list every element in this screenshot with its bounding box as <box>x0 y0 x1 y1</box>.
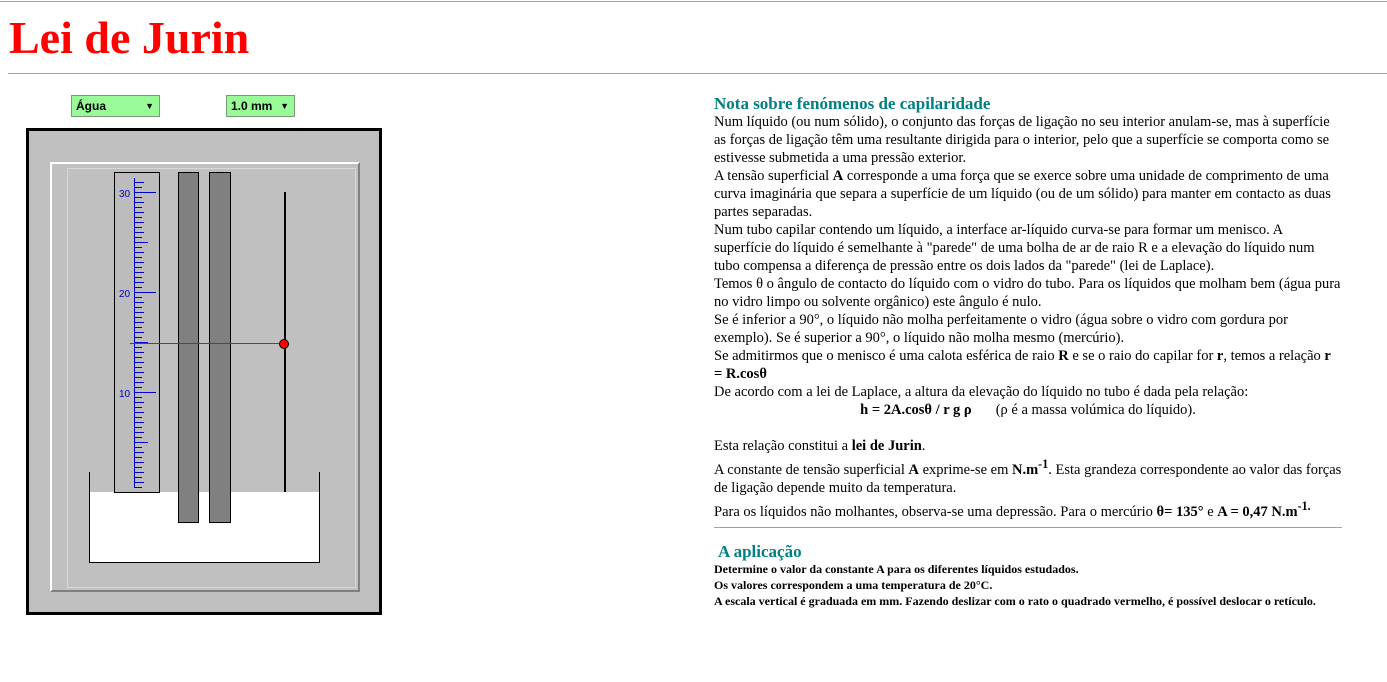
scale-label-30: 30 <box>119 189 131 200</box>
reticle-line <box>130 343 284 344</box>
notes-heading: Nota sobre fenómenos de capilaridade <box>714 94 991 113</box>
capillary-tube-wide <box>178 172 199 523</box>
top-rule <box>0 1 1387 2</box>
note-paragraph-1: Num líquido (ou num sólido), o conjunto das forças de ligação no seu interior anulam-se, mas à superfície as forças de ligação têm uma resultante dirigida para o interior, pelo que a superfície se comporta como se estivesse submetida a uma pressão exterior. <box>714 114 1330 166</box>
liquid-select-value: Água <box>76 99 106 113</box>
jurin-formula: h = 2A.cosθ / r g ρ (ρ é a massa volúmica do líquido). <box>860 402 1196 418</box>
application-heading: A aplicação <box>718 541 802 561</box>
application-line-2: Os valores correspondem a uma temperatura de 20°C. <box>714 577 993 592</box>
note-paragraph-4: Temos θ o ângulo de contacto do líquido com o vidro do tubo. Para os líquidos que molham bem (água pura no vidro limpo ou solvente orgânico) este ângulo é nulo. <box>714 276 1341 310</box>
application-section <box>714 543 1342 609</box>
notes-column <box>714 95 1342 609</box>
note-paragraph-6: Se admitirmos que o menisco é uma calota esférica de raio R e se o raio do capilar for r, temos a relação r = R.cosθ <box>714 348 1331 382</box>
chevron-down-icon: ▼ <box>145 101 154 111</box>
title-divider <box>8 73 1387 74</box>
note-paragraph-5: Se é inferior a 90°, o líquido não molha perfeitamente o vidro (água sobre o vidro com gordura por exemplo). Se é superior a 90°, o líquido não molha mesmo (mercúrio). <box>714 312 1288 346</box>
note-paragraph-9: A constante de tensão superficial A exprime-se em $N.m^{-1}$. Esta grandeza correspondente ao valor das forças de ligação depende muito da temperatura. <box>714 457 1342 496</box>
reticle-drag-handle[interactable] <box>279 339 289 349</box>
chevron-down-icon: ▼ <box>280 101 289 111</box>
liquid-select[interactable] <box>71 95 160 117</box>
radius-select[interactable] <box>226 95 295 117</box>
application-line-3: A escala vertical é graduada em mm. Fazendo deslizar com o rato o quadrado vermelho, é possível deslocar o retículo. <box>714 593 1316 608</box>
note-paragraph-2: A tensão superficial A corresponde a uma força que se exerce sobre uma unidade de comprimento de uma curva imaginária que separa a superfície de um líquido (ou de um sólido) para manter em contacto as duas partes separadas. <box>714 168 1331 220</box>
scale-label-20: 20 <box>119 289 131 300</box>
scale-ticks <box>114 172 160 493</box>
application-line-1: Determine o valor da constante A para os diferentes líquidos estudados. <box>714 561 1079 576</box>
note-paragraph-10: Para os líquidos não molhantes, observa-se uma depressão. Para o mercúrio θ= 135° e A = 0,47 $N.m^{-1.}$ <box>714 498 1311 520</box>
note-paragraph-3: Num tubo capilar contendo um líquido, a interface ar-líquido curva-se para formar um menisco. A superfície do líquido é semelhante à "parede" de uma bolha de ar de raio R e a elevação do líquido num tubo compensa a diferença de pressão entre os dois lados da "parede" (lei de Laplace). <box>714 222 1315 274</box>
capillary-tube-narrow <box>209 172 231 523</box>
note-paragraph-7: De acordo com a lei de Laplace, a altura da elevação do líquido no tubo é dada pela relação: <box>714 384 1249 400</box>
section-divider <box>714 527 1342 528</box>
note-paragraph-8: Esta relação constitui a lei de Jurin. <box>714 438 926 454</box>
radius-select-value: 1.0 mm <box>231 99 273 113</box>
scale-label-10: 10 <box>119 389 131 400</box>
page-title: Lei de Jurin <box>9 12 250 63</box>
